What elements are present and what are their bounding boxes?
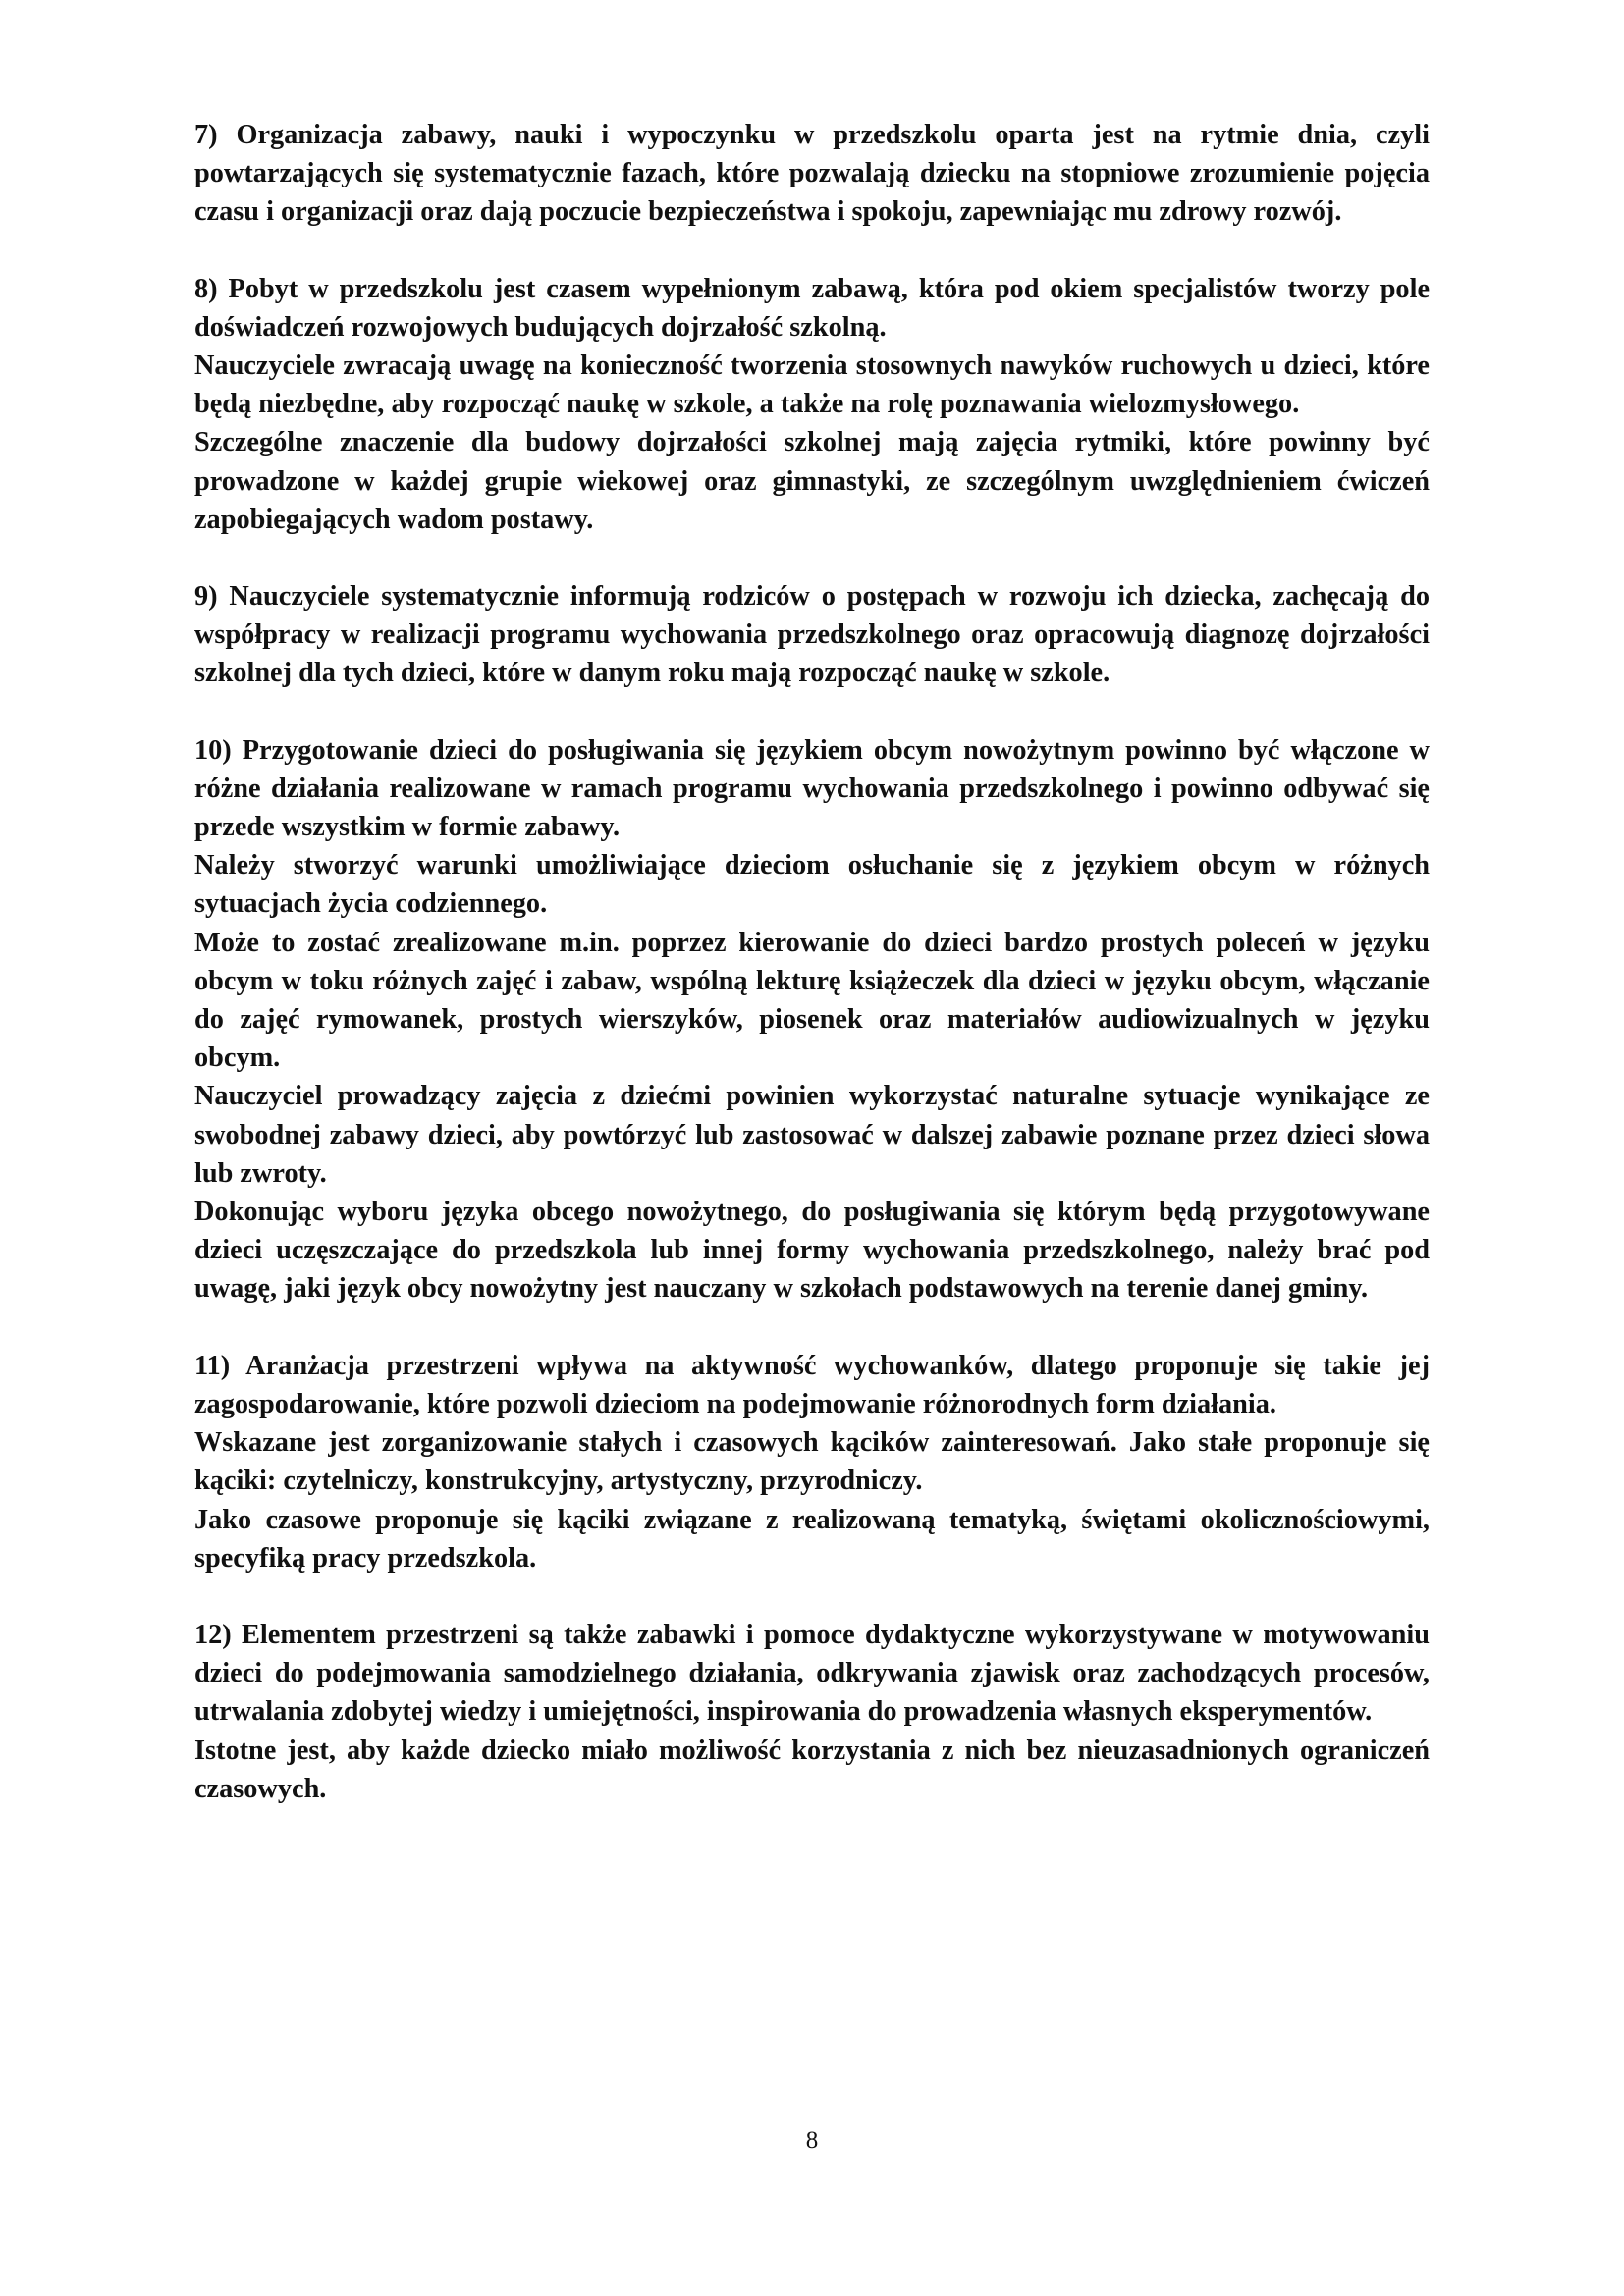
paragraph: Nauczyciele zwracają uwagę na konieczność tworzenia stosownych nawyków ruchowych u dzieci, które będą niezbędne, aby rozpocząć naukę w szkole, a także na rolę poznawania wielozmysłowego. <box>194 350 1430 420</box>
section-7 <box>194 116 1430 232</box>
document-body <box>194 116 1430 1846</box>
paragraph: Istotne jest, aby każde dziecko miało możliwość korzystania z nich bez nieuzasadnionych ograniczeń czasowych. <box>194 1735 1430 1804</box>
paragraph: Dokonując wyboru języka obcego nowożytnego, do posługiwania się którym będą przygotowywane dzieci uczęszczające do przedszkola lub innej formy wychowania przedszkolnego, należy brać pod uwagę, jaki język obcy nowożytny jest nauczany w szkołach podstawowych na terenie danej gminy. <box>194 1197 1430 1305</box>
paragraph: 12) Elementem przestrzeni są także zabawki i pomoce dydaktyczne wykorzystywane w motywowaniu dzieci do podejmowania samodzielnego działania, odkrywania zjawisk oraz zachodzących procesów, utrwalania zdobytej wiedzy i umiejętności, inspirowania do prowadzenia własnych eksperymentów. <box>194 1619 1430 1728</box>
page-number: 8 <box>805 2127 819 2154</box>
paragraph: Należy stworzyć warunki umożliwiające dzieciom osłuchanie się z językiem obcym w różnych sytuacjach życia codziennego. <box>194 850 1430 920</box>
paragraph: Szczególne znaczenie dla budowy dojrzałości szkolnej mają zajęcia rytmiki, które powinny być prowadzone w każdej grupie wiekowej oraz gimnastyki, ze szczególnym uwzględnieniem ćwiczeń zapobiegających wadom postawy. <box>194 427 1430 535</box>
section-11 <box>194 1347 1430 1577</box>
paragraph: 8) Pobyt w przedszkolu jest czasem wypełnionym zabawą, która pod okiem specjalistów tworzy pole doświadczeń rozwojowych budujących dojrzałość szkolną. <box>194 273 1430 343</box>
paragraph: Nauczyciel prowadzący zajęcia z dziećmi powinien wykorzystać naturalne sytuacje wynikające ze swobodnej zabawy dzieci, aby powtórzyć lub zastosować w dalszej zabawie poznane przez dzieci słowa lub zwroty. <box>194 1081 1430 1189</box>
paragraph: Może to zostać zrealizowane m.in. poprzez kierowanie do dzieci bardzo prostych poleceń w języku obcym w toku różnych zajęć i zabaw, wspólną lekturę książeczek dla dzieci w języku obcym, włączanie do zajęć rymowanek, prostych wierszyków, piosenek oraz materiałów audiowizualnych w języku obcym. <box>194 927 1430 1074</box>
paragraph: 7) Organizacja zabawy, nauki i wypoczynku w przedszkolu oparta jest na rytmie dnia, czyli powtarzających się systematycznie fazach, które pozwalają dziecku na stopniowe zrozumienie pojęcia czasu i organizacji oraz dają poczucie bezpieczeństwa i spokoju, zapewniając mu zdrowy rozwój. <box>194 120 1430 228</box>
paragraph: Jako czasowe proponuje się kąciki związane z realizowaną tematyką, świętami okolicznościowymi, specyfiką pracy przedszkola. <box>194 1504 1430 1574</box>
section-8 <box>194 270 1430 539</box>
paragraph: 11) Aranżacja przestrzeni wpływa na aktywność wychowanków, dlatego proponuje się takie jej zagospodarowanie, które pozwoli dzieciom na podejmowanie różnorodnych form działania. <box>194 1350 1430 1419</box>
section-12 <box>194 1616 1430 1808</box>
paragraph: 10) Przygotowanie dzieci do posługiwania się językiem obcym nowożytnym powinno być włączone w różne działania realizowane w ramach programu wychowania przedszkolnego i powinno odbywać się przede wszystkim w formie zabawy. <box>194 734 1430 843</box>
section-9 <box>194 577 1430 693</box>
paragraph: Wskazane jest zorganizowanie stałych i czasowych kącików zainteresowań. Jako stałe proponuje się kąciki: czytelniczy, konstrukcyjny, artystyczny, przyrodniczy. <box>194 1427 1430 1497</box>
section-10 <box>194 731 1430 1308</box>
paragraph: 9) Nauczyciele systematycznie informują rodziców o postępach w rozwoju ich dziecka, zachęcają do współpracy w realizacji programu wychowania przedszkolnego oraz opracowują diagnozę dojrzałości szkolnej dla tych dzieci, które w danym roku mają rozpocząć naukę w szkole. <box>194 581 1430 689</box>
